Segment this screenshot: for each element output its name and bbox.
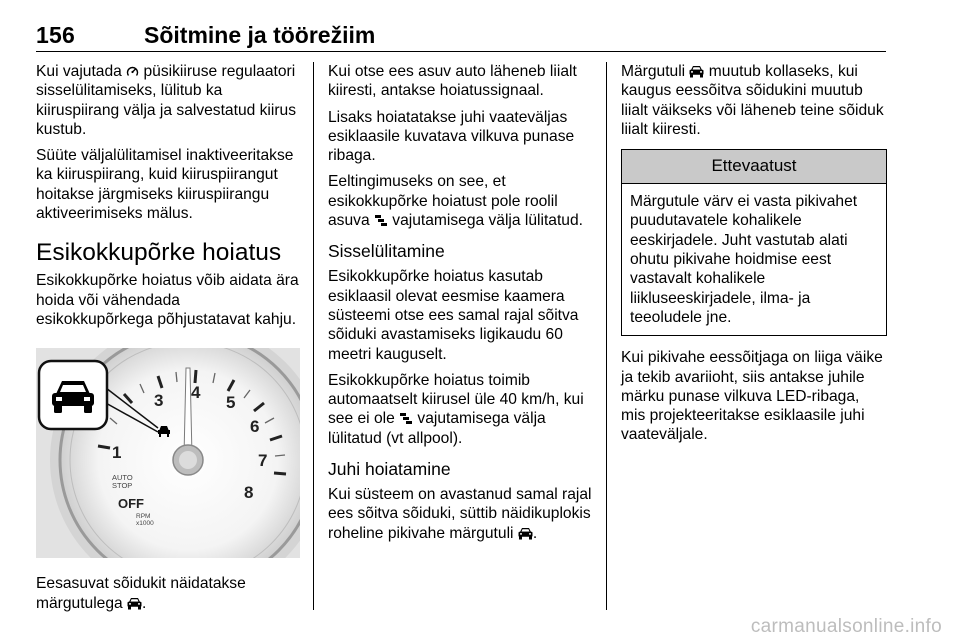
paragraph: Esikokkupõrke hoiatus võib aidata ära hoida või vähendada esikokkupõrkega põhjustatavat kahju. — [36, 272, 299, 328]
dial-number: 6 — [250, 417, 260, 437]
paragraph: Eeltingimuseks on see, et esikokkupõrke hoiatust pole roolil asuva vajutamisega välja lülitatud. — [328, 173, 583, 230]
auto-stop-label: STOP — [112, 481, 133, 491]
paragraph: Kui vajutada püsikiiruse regulaatori sisselülitamiseks, lülitub ka kiiruspiirang välja ja salvestatud kiirus kustub. — [36, 63, 297, 138]
paragraph: Esikokkupõrke hoiatus toimib automaatselt kiirusel üle 40 km/h, kui see ei ole vajutamisega välja lülitatud (vt allpool). — [328, 371, 584, 447]
paragraph: Märgutuli muutub kollaseks, kui kaugus eessõitva sõidukini muutub liialt väikseks või läheneb teine sõiduk liialt kiiresti. — [621, 63, 884, 138]
paragraph: Lisaks hoiatatakse juhi vaateväljas esiklaasile kuvatava vilkuva punase ribaga. — [328, 108, 575, 165]
section-title: Sõitmine ja töörežiim — [144, 22, 376, 48]
dial-number: 1 — [112, 443, 122, 463]
car-front-icon — [689, 65, 704, 78]
rpm-label: RPM — [136, 513, 151, 521]
page-number: 156 — [36, 22, 75, 48]
distance-button-icon — [374, 214, 388, 227]
heading-driver-warning: Juhi hoiatamine — [328, 459, 451, 480]
rpm-label: x1000 — [136, 520, 154, 528]
heading-forward-collision-alert: Esikokkupõrke hoiatus — [36, 239, 282, 267]
caution-title: Ettevaatust — [622, 150, 886, 184]
paragraph: Kui otse ees asuv auto läheneb liialt kiiresti, antakse hoiatussignaal. — [328, 63, 577, 100]
page-header — [36, 22, 886, 52]
paragraph: Esikokkupõrke hoiatus kasutab esiklaasil olevat eesmise kaamera süsteemi otse ees samal rajal sõitva sõiduki avastamiseks ligikaudu 60 meetri kauguselt. — [328, 268, 579, 363]
column-divider-1 — [313, 62, 314, 610]
column-3 — [621, 62, 887, 452]
cruise-control-icon — [126, 65, 139, 78]
dial-number: 3 — [154, 391, 164, 411]
auto-stop-label: AUTO — [112, 473, 133, 483]
watermark: carmanualsonline.info — [750, 616, 942, 637]
paragraph: Süüte väljalülitamisel inaktiveeritakse ka kiiruspiirang, kuid kiiruspiirangut hoitakse järgmiseks kiiruspiirangu aktiveerimiseks mälus. — [36, 147, 294, 223]
figure-caption: Eesasuvat sõidukit näidatakse märgutulega . — [36, 575, 246, 612]
car-front-icon — [127, 597, 142, 610]
distance-button-icon — [399, 412, 413, 425]
dial-number: 5 — [226, 393, 236, 413]
dial-number: 4 — [191, 383, 201, 403]
caution-box — [621, 149, 887, 336]
paragraph: Kui pikivahe eessõitjaga on liiga väike ja tekib avariioht, siis antakse juhile märku punase vilkuva LED-ribaga, mis projekteeritakse esiklaasile juhi vaateväljale. — [621, 349, 883, 444]
car-front-icon — [518, 527, 533, 540]
caution-text: Märgutule värv ei vasta pikivahet puudutavatele kohalikele eeskirjadele. Juht vastutab alati ohutu pikivahe hoidmise eest vastavalt kohalikele liikluseeskirjadele, ilma- ja teeoludele jne. — [630, 193, 858, 326]
instrument-cluster-figure — [36, 348, 300, 558]
off-label: OFF — [118, 496, 144, 512]
dial-number: 7 — [258, 451, 268, 471]
heading-activation: Sisselülitamine — [328, 241, 445, 262]
column-1 — [36, 62, 300, 620]
column-2 — [328, 62, 596, 550]
column-divider-2 — [606, 62, 607, 610]
paragraph: Kui süsteem on avastanud samal rajal ees sõitva sõiduki, süttib näidikuplokis roheline pikivahe märgutuli . — [328, 486, 592, 542]
dial-number: 8 — [244, 483, 254, 503]
